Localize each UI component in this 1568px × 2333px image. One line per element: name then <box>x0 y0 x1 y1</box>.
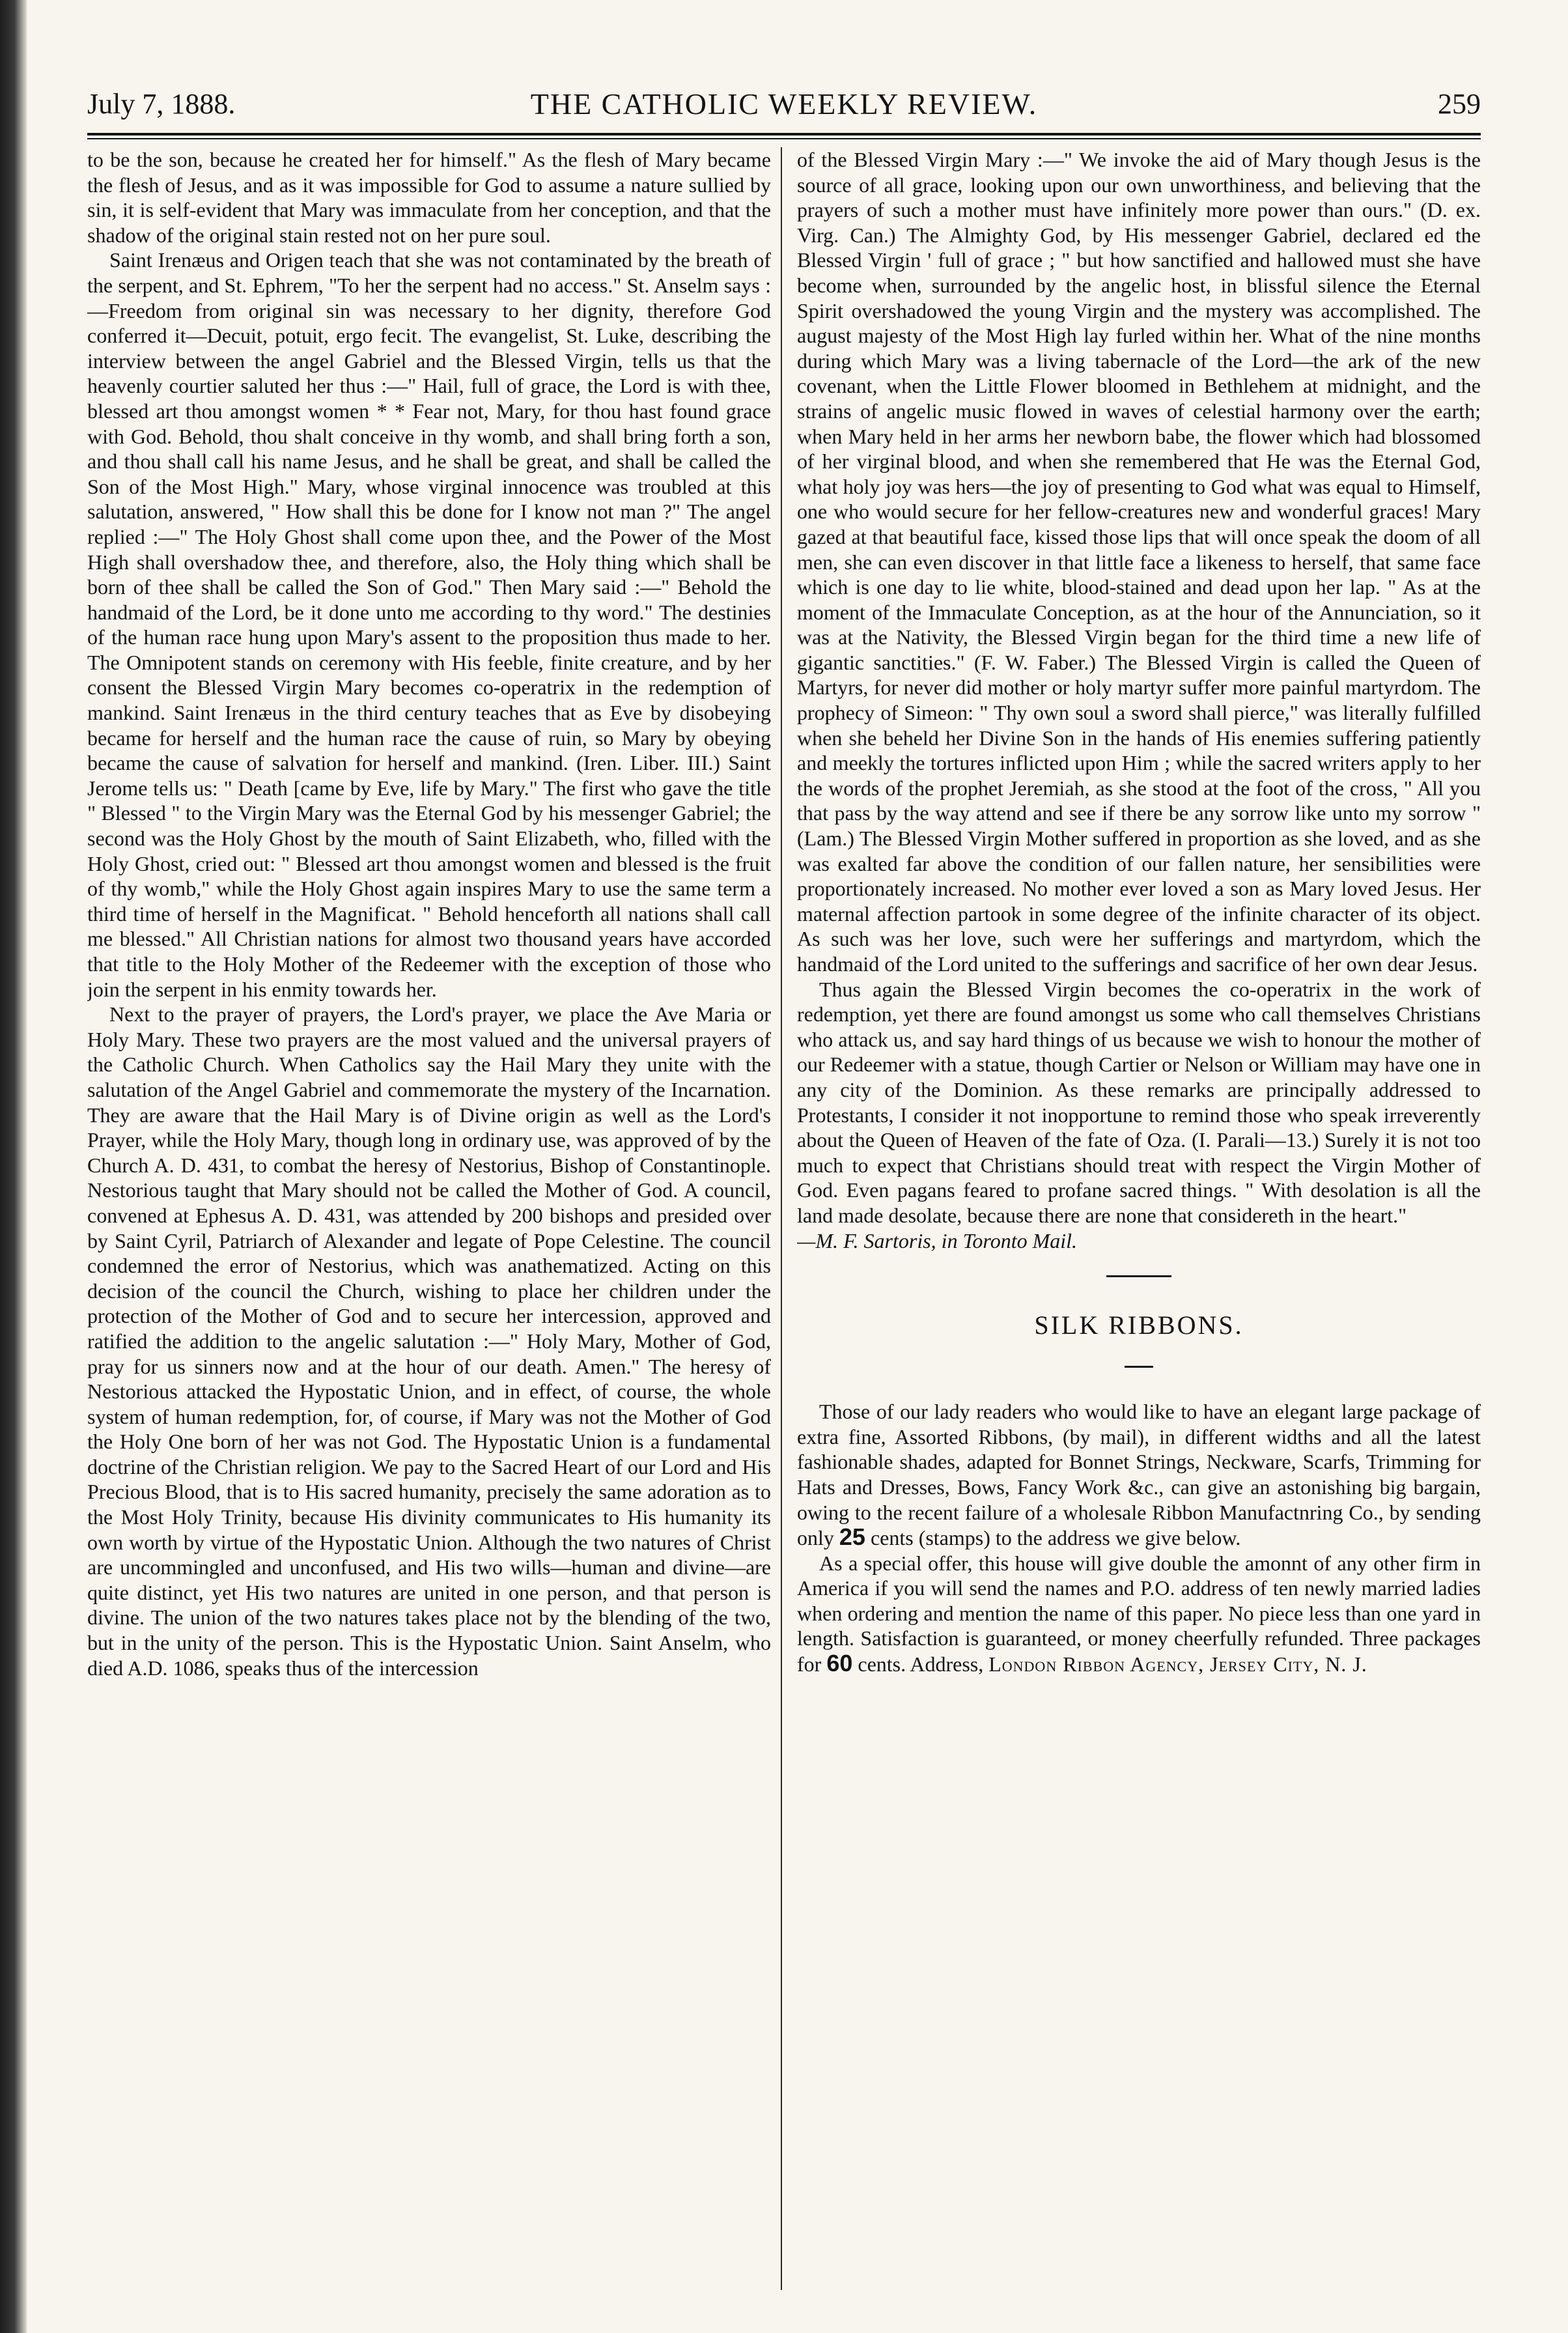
masthead-rule-top <box>87 133 1481 135</box>
advertisement-paragraph <box>797 1399 1481 1551</box>
ad-text: cents. Address, <box>858 1652 984 1676</box>
page-number: 259 <box>1438 88 1481 120</box>
ad-text: Those of our lady readers who would like to have an elegant large package of extra fine, Assorted Ribbons, (by mail), in different widths and all the latest fashionable shades, adapted for Bonnet Strings, Neckware, Scarfs, Trimming for Hats and Dresses, Bows, Fancy Work &c., can give an astonishing big bargain, owing to the recent failure of a wholesale Ribbon Manufactnring Co., by sending only <box>797 1400 1481 1550</box>
column-divider <box>781 147 782 2290</box>
section-divider <box>1106 1275 1171 1277</box>
binding-spine <box>0 0 27 2333</box>
right-column <box>797 147 1481 2297</box>
article-paragraph: Thus again the Blessed Virgin becomes the co-operatrix in the work of redemption, yet there are found amongst us some who call themselves Christians who attack us, and say hard things of us because we wish to honour the mother of our Redeemer with a statue, though Cartier or Nelson or William may have one in any city of the Dominion. As these remarks are principally addressed to Protestants, I consider it not inopportune to remind those who speak irreverently about the Queen of Heaven of the fate of Oza. (I. Parali—13.) Surely it is not too much to expect that Christians should treat with respect the Virgin Mother of God. Even pagans feared to profane sacred things. " With desolation is all the land made desolate, because there are none that considereth in the heart." <box>797 977 1481 1227</box>
ad-price: 60 <box>826 1650 853 1677</box>
ad-text: As a special offer, this house will give double the amonnt of any other firm in America if you will send the names and P.O. address of ten newly married ladies when ordering and mention the name of this paper. No piece less than one yard in length. Satisfaction is guaranteed, or money cheerfully refunded. Three packages for <box>797 1551 1481 1676</box>
article-paragraph: of the Blessed Virgin Mary :—" We invoke the aid of Mary though Jesus is the source of all grace, looking upon our own unworthiness, and believing that the prayers of such a mother must have infinitely more power than ours." (D. ex. Virg. Can.) The Almighty God, by His messenger Gabriel, declared ed the Blessed Virgin ' full of grace ; " but how sanctified and hallowed must she have become when, surrounded by the angelic host, in blissful silence the Eternal Spirit overshadowed the young Virgin and the mystery was accomplished. The august majesty of the Most High lay furled within her. What of the nine months during which Mary was a living tabernacle of the Lord—the ark of the new covenant, when the Little Flower bloomed in Bethlehem at midnight, and the strains of angelic music flowed in waves of celestial harmony over the earth; when Mary held in her arms her newborn babe, the flower which had blossomed of her virginal blood, and when she remembered that He was the Eternal God, what holy joy was hers—the joy of presenting to God what was equal to Himself, one who would secure for her fellow-creatures new and wonderful graces! Mary gazed at that beautiful face, kissed those lips that will once speak the doom of all men, she can even discover in that little face a likeness to herself, that same face which is one day to lie white, blood-stained and dead upon her lap. " As at the moment of the Immaculate Conception, as at the hour of the Annunciation, so it was at the Nativity, the Blessed Virgin began for the third time a new life of gigantic sanctities." (F. W. Faber.) The Blessed Virgin is called the Queen of Martyrs, for never did mother or holy martyr suffer more painful martyrdom. The prophecy of Simeon: " Thy own soul a sword shall pierce," was literally fulfilled when she beheld her Divine Son in the hands of His enemies suffering patiently and meekly the tortures inflicted upon Him ; while the sacred writers apply to her the words of the prophet Jeremiah, as she stood at the foot of the cross, " All you that pass by the way attend and see if there be any sorrow like unto my sorrow " (Lam.) The Blessed Virgin Mother suffered in proportion as she loved, and as she was exalted far above the condition of our fallen nature, her sensibilities were proportionately increased. No mother ever loved a son as Mary loved Jesus. Her maternal affection partook in some degree of the infinite character of its object. As such was her love, such were her sufferings and martyrdom, which the handmaid of the Lord united to the sufferings and sacrifice of her own dear Jesus. <box>797 148 1481 976</box>
ad-address: London Ribbon Agency, Jersey City, N. J. <box>988 1652 1367 1676</box>
section-divider-small <box>1125 1366 1153 1368</box>
masthead-rule-bottom <box>87 138 1481 139</box>
ad-text: cents (stamps) to the address we give below. <box>870 1526 1241 1550</box>
section-title: SILK RIBBONS. <box>1034 1310 1244 1340</box>
article-paragraph: to be the son, because he created her for himself." As the flesh of Mary became the flesh of Jesus, and as it was impossible for God to assume a nature sullied by sin, it is self-evident that Mary was immaculate from her conception, and that the shadow of the original stain rested not on her pure soul. <box>87 148 771 247</box>
article-signature: —M. F. Sartoris, in Toronto Mail. <box>797 1228 1078 1252</box>
masthead <box>87 78 1481 130</box>
issue-date: July 7, 1888. <box>87 88 236 120</box>
advertisement-paragraph <box>797 1551 1481 1677</box>
publication-title: THE CATHOLIC WEEKLY REVIEW. <box>530 87 1038 120</box>
left-column <box>87 147 771 2297</box>
ad-price: 25 <box>839 1523 865 1551</box>
article-paragraph: Next to the prayer of prayers, the Lord's prayer, we place the Ave Maria or Holy Mary. These two prayers are the most valued and the universal prayers of the Catholic Church. When Catholics say the Hail Mary they unite with the salutation of the Angel Gabriel and commemorate the mystery of the Incarnation. They are aware that the Hail Mary is of Divine origin as well as the Lord's Prayer, while the Holy Mary, though long in ordinary use, was approved of by the Church A. D. 431, to combat the heresy of Nestorius, Bishop of Constantinople. Nestorious taught that Mary should not be called the Mother of God. A council, convened at Ephesus A. D. 431, was attended by 200 bishops and presided over by Saint Cyril, Patriarch of Alexander and legate of Pope Celestine. The council condemned the error of Nestorius, which was anathematized. Acting on this decision of the council the Church, wishing to place her children under the protection of the Mother of God and to secure her intercession, approved and ratified the addition to the angelic salutation :—" Holy Mary, Mother of God, pray for us sinners now and at the hour of our death. Amen." The heresy of Nestorious attacked the Hypostatic Union, and in effect, of course, the whole system of human redemption, for, of course, if Mary was not the Mother of God the Holy One born of her was not God. The Hypostatic Union is a fundamental doctrine of the Christian religion. We pay to the Sacred Heart of our Lord and His Precious Blood, that is to His sacred humanity, precisely the same adoration as to the Most Holy Trinity, because His divinity communicates to His humanity its own worth by virtue of the Hypostatic Union. Although the two natures of Christ are uncommingled and unconfused, and His two wills—human and divine—are quite distinct, yet His two natures are united in one person, and that person is divine. The union of the two natures takes place not by the blending of the two, but in the unity of the person. This is the Hypostatic Union. Saint Anselm, who died A.D. 1086, speaks thus of the intercession <box>87 1002 771 1680</box>
article-paragraph: Saint Irenæus and Origen teach that she was not contaminated by the breath of the serpent, and St. Ephrem, "To her the serpent had no access." St. Anselm says :—Freedom from original sin was necessary to her dignity, therefore God conferred it—Decuit, potuit, ergo fecit. The evangelist, St. Luke, describing the interview between the angel Gabriel and the Blessed Virgin, tells us that the heavenly courtier saluted her thus :—" Hail, full of grace, the Lord is with thee, blessed art thou amongst women * * Fear not, Mary, for thou hast found grace with God. Behold, thou shalt conceive in thy womb, and shall bring forth a son, and thou shall call his name Jesus, and he shall be great, and shall be called the Son of the Most High." Mary, whose virginal innocence was troubled at this salutation, answered, " How shall this be done for I know not man ?" The angel replied :—" The Holy Ghost shall come upon thee, and the Power of the Most High shall overshadow thee, and therefore, also, the Holy thing which shall be born of thee shall be called the Son of God." Then Mary said :—" Behold the handmaid of the Lord, be it done unto me according to thy word." The destinies of the human race hung upon Mary's assent to the proposition thus made to her. The Omnipotent stands on ceremony with His feeble, finite creature, and by her consent the Blessed Virgin Mary becomes co-operatrix in the redemption of mankind. Saint Irenæus in the third century teaches that as Eve by disobeying became for herself and the human race the cause of ruin, so Mary by obeying became the cause of salvation for herself and mankind. (Iren. Liber. III.) Saint Jerome tells us: " Death [came by Eve, life by Mary." The first who gave the title " Blessed " to the Virgin Mary was the Eternal God by his messenger Gabriel; the second was the Holy Ghost by the mouth of Saint Elizabeth, who, filled with the Holy Ghost, cried out: " Blessed art thou amongst women and blessed is the fruit of thy womb," while the Holy Ghost again inspires Mary to use the same term a third time of herself in the Magnificat. " Behold henceforth all nations shall call me blessed." All Christian nations for almost two thousand years have accorded that title to the Holy Mother of the Redeemer with the exception of those who join the serpent in his enmity towards her. <box>87 248 771 1001</box>
